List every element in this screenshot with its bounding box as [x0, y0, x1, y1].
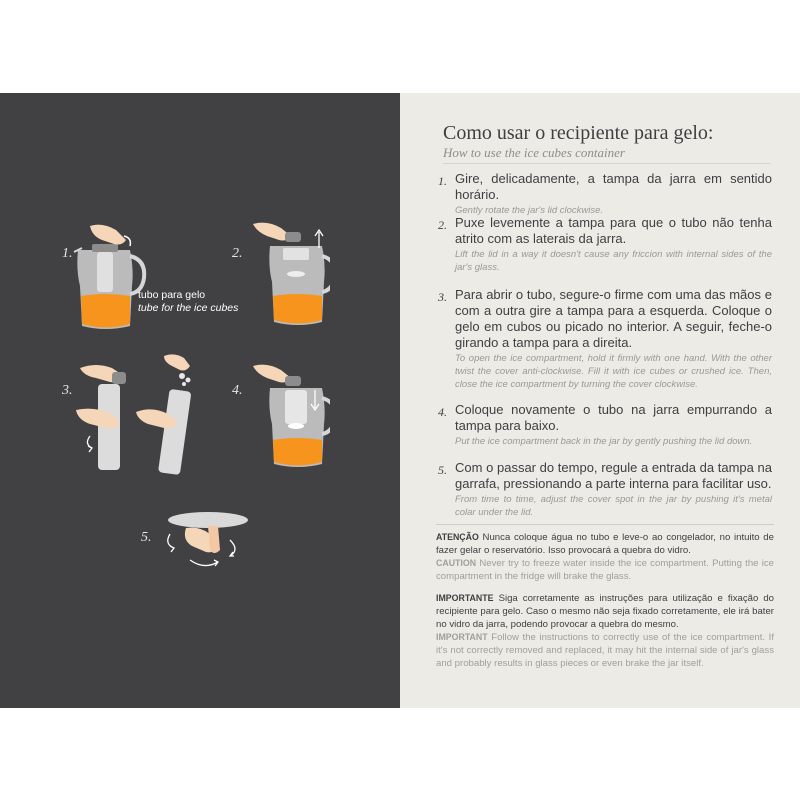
instruction-step-1	[438, 171, 772, 217]
instruction-text-pt: Com o passar do tempo, regule a entrada da tampa na garrafa, pressionando a parte interna para facilitar uso.	[455, 460, 772, 491]
instruction-number: 1.	[438, 174, 447, 188]
instruction-text-pt: Para abrir o tubo, segure-o firme com uma das mãos e com a outra gire a tampa para a esquerda. Coloque o gelo em cubos ou picado no interior. A seguir, feche-o girando a tampa para a direita.	[455, 287, 772, 350]
instruction-number: 5.	[438, 463, 447, 477]
jar-push-lid-illustration	[245, 360, 330, 475]
caution-label-pt: ATENÇÃO	[436, 532, 479, 542]
instruction-number: 2.	[438, 218, 447, 232]
instruction-text-en: From time to time, adjust the cover spot in the jar by pushing it's metal colar under the lid.	[455, 494, 772, 518]
caution-text-pt: ATENÇÃO Nunca coloque água no tubo e leve-o ao congelador, no intuito de fazer gelar o reservatório. Isso provocará a quebra do vidro.	[436, 532, 774, 556]
step-4-number: 4.	[232, 383, 243, 398]
caution-note	[436, 531, 774, 583]
instruction-text-en: Gently rotate the jar's lid clockwise.	[455, 205, 604, 216]
important-text-pt: IMPORTANTE Siga corretamente as instruções para utilização e fixação do recipiente para gelo. Caso o mesmo não seja fixado corretamente, ele irá bater no vidro da jarra, podendo provocar a quebra do mesmo.	[436, 593, 774, 630]
instruction-number: 3.	[438, 290, 447, 304]
instruction-number: 4.	[438, 405, 447, 419]
tube-fill-ice-illustration	[134, 350, 204, 475]
instruction-text-en: Put the ice compartment back in the jar by gently pushing the lid down.	[455, 436, 753, 447]
tube-callout-en: tube for the ice cubes	[138, 302, 239, 314]
important-text-en: IMPORTANT Follow the instructions to correctly use of the ice compartment. If it's not correctly removed and replaced, it may hit the internal side of jar's glass and probably results in glass pieces or even brake the jar itself.	[436, 632, 774, 669]
tube-twist-cover-illustration	[76, 358, 136, 473]
instruction-step-5	[438, 460, 772, 519]
jar-rotate-lid-illustration	[72, 218, 152, 333]
step-5-number: 5.	[141, 530, 152, 545]
instruction-text-en: To open the ice compartment, hold it firmly with one hand. With the other twist the cover anti-clockwise. Fill it with ice cubes or crushed ice. Then, close the ice compartment by turning the cover clockwise.	[455, 353, 772, 390]
tube-callout	[138, 289, 238, 315]
instruction-text-en: Lift the lid in a way it doesn't cause any friccion with internal sides of the jar's glass.	[455, 249, 772, 273]
page-subtitle: How to use the ice cubes container	[443, 145, 625, 160]
important-note	[436, 592, 774, 670]
caution-label-en: CAUTION	[436, 558, 477, 568]
step-1-number: 1.	[62, 246, 73, 261]
notes-divider	[436, 524, 774, 525]
step-2-number: 2.	[232, 246, 243, 261]
instruction-step-3	[438, 287, 772, 391]
instruction-step-4	[438, 402, 772, 448]
title-divider	[443, 163, 770, 164]
cover-adjust-illustration	[160, 500, 250, 575]
step-3-number: 3.	[62, 383, 73, 398]
page-title: Como usar o recipiente para gelo:	[443, 122, 714, 144]
instruction-step-2	[438, 215, 772, 274]
instruction-text-pt: Coloque novamente o tubo na jarra empurrando a tampa para baixo.	[455, 402, 772, 433]
instruction-text-pt: Gire, delicadamente, a tampa da jarra em sentido horário.	[455, 171, 772, 202]
tube-callout-pt: tubo para gelo	[138, 289, 206, 301]
instruction-text-pt: Puxe levemente a tampa para que o tubo não tenha atrito com as laterais da jarra.	[455, 215, 772, 246]
important-label-pt: IMPORTANTE	[436, 593, 494, 603]
important-label-en: IMPORTANT	[436, 632, 488, 642]
caution-text-en: CAUTION Never try to freeze water inside the ice compartment. Putting the ice compartment in the fridge will brake the glass.	[436, 558, 774, 582]
jar-lift-lid-illustration	[245, 218, 330, 333]
